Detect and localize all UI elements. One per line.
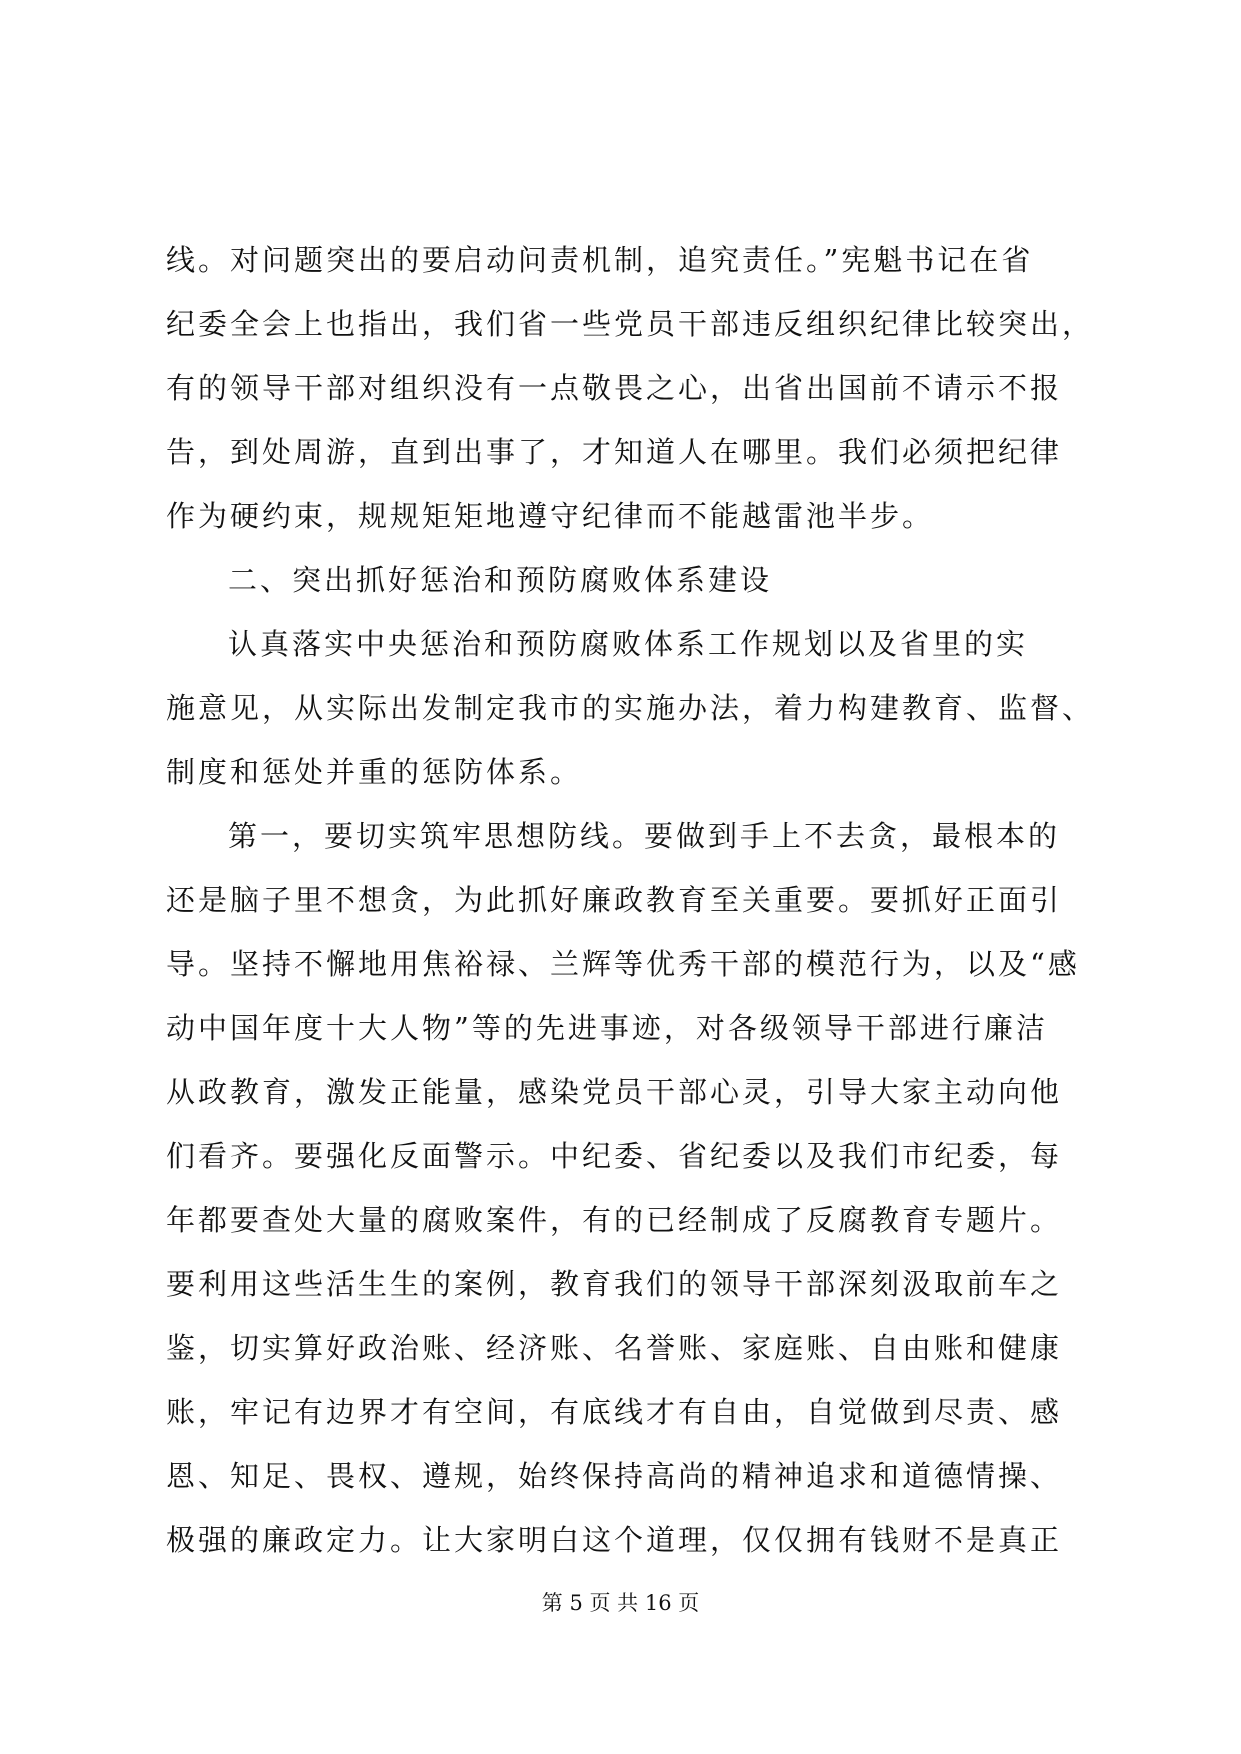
text-line: 恩、知足、畏权、遵规，始终保持高尚的精神追求和道德情操、	[166, 1459, 1063, 1493]
text-line: 年都要查处大量的腐败案件，有的已经制成了反腐教育专题片。	[166, 1203, 1063, 1237]
section-heading: 二、突出抓好惩治和预防腐败体系建设	[228, 563, 773, 597]
page-footer: 第 5 页 共 16 页	[541, 1591, 700, 1615]
text-line: 第一，要切实筑牢思想防线。要做到手上不去贪，最根本的	[228, 819, 1061, 853]
document-body	[166, 228, 1095, 1572]
text-line: 从政教育，激发正能量，感染党员干部心灵，引导大家主动向他	[166, 1075, 1063, 1109]
text-line: 有的领导干部对组织没有一点敬畏之心，出省出国前不请示不报	[166, 371, 1063, 405]
text-line: 线。对问题突出的要启动问责机制，追究责任。”宪魁书记在省	[166, 243, 1034, 277]
text-line: 施意见，从实际出发制定我市的实施办法，着力构建教育、监督、	[166, 691, 1095, 725]
text-line: 们看齐。要强化反面警示。中纪委、省纪委以及我们市纪委，每	[166, 1139, 1063, 1173]
text-line: 纪委全会上也指出，我们省一些党员干部违反组织纪律比较突出，	[166, 307, 1095, 341]
text-line: 作为硬约束，规规矩矩地遵守纪律而不能越雷池半步。	[166, 499, 935, 533]
text-line: 账，牢记有边界才有空间，有底线才有自由，自觉做到尽责、感	[166, 1395, 1063, 1429]
text-line: 动中国年度十大人物”等的先进事迹，对各级领导干部进行廉洁	[166, 1011, 1048, 1045]
text-line: 认真落实中央惩治和预防腐败体系工作规划以及省里的实	[228, 627, 1029, 661]
text-line: 导。坚持不懈地用焦裕禄、兰辉等优秀干部的模范行为，以及“感	[166, 947, 1080, 981]
text-line: 要利用这些活生生的案例，教育我们的领导干部深刻汲取前车之	[166, 1267, 1063, 1301]
text-line: 还是脑子里不想贪，为此抓好廉政教育至关重要。要抓好正面引	[166, 883, 1063, 917]
text-line: 制度和惩处并重的惩防体系。	[166, 755, 583, 789]
text-line: 极强的廉政定力。让大家明白这个道理，仅仅拥有钱财不是真正	[166, 1523, 1063, 1557]
text-line: 告，到处周游，直到出事了，才知道人在哪里。我们必须把纪律	[166, 435, 1063, 469]
text-line: 鉴，切实算好政治账、经济账、名誉账、家庭账、自由账和健康	[166, 1331, 1063, 1365]
